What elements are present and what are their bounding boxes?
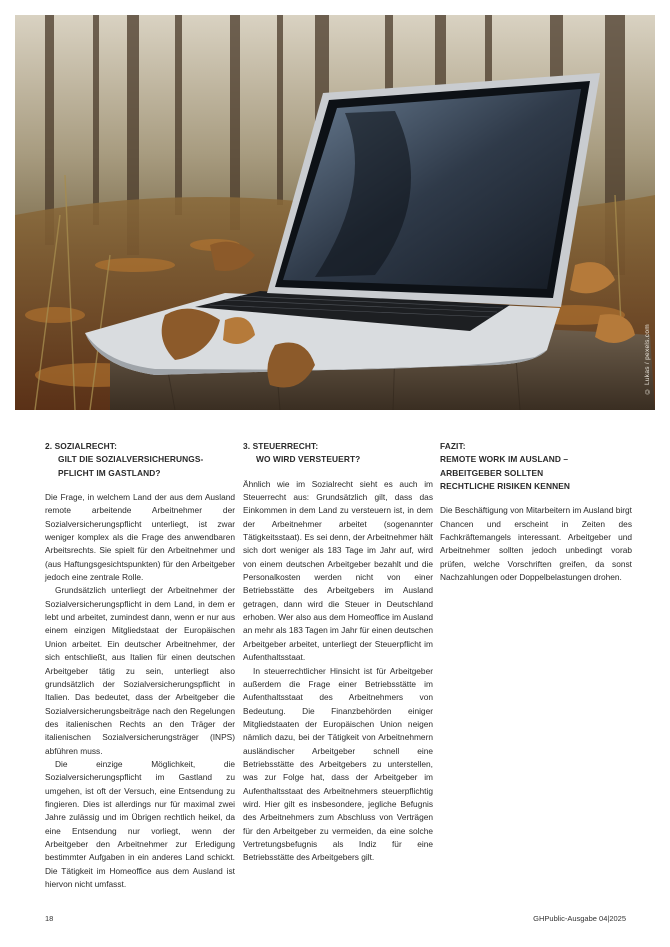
body-paragraph: Grundsätzlich unterliegt der Arbeitnehmer der Sozialversicherungspflicht in dem Land, in dem er lebt und arbeitet, zumindest dann, wenn er nur aus einem einzigen Mitgliedstaat der Europäischen Union arbeitet. Ein deutscher Arbeitnehmer, der sich entschließt, aus Italien für einen deutschen Arbeitgeber tätig zu sein, unterliegt also grundsätzlich der Sozialversicherungspflicht in Italien. Das bedeutet, dass der Arbeitgeber die Sozialversicherungsbeiträge nach den Regelungen des italienischen Rechts an den Träger der italienischen Sozialversicherungsträger (INPS) abführen muss. [45, 585, 235, 756]
section-heading: 3. STEUERRECHT: WO WIRD VERSTEUERT? [243, 441, 361, 465]
column-fazit [440, 440, 632, 584]
column-sozialrecht [45, 440, 235, 891]
section-heading: 2. SOZIALRECHT: GILT DIE SOZIALVERSICHERUNGS- PFLICHT IM GASTLAND? [45, 441, 204, 478]
section-heading: FAZIT: REMOTE WORK IM AUSLAND – ARBEITGEBER SOLLTEN RECHTLICHE RISIKEN KENNEN [440, 441, 570, 492]
body-paragraph: Ähnlich wie im Sozialrecht sieht es auch im Steuerrecht aus: Grundsätzlich gilt, dass das Einkommen in dem Land zu versteuern ist, in dem der Arbeitnehmer arbeitet (sogenannter Tätigkeitsstaat). Es sei denn, der Arbeitnehmer hält sich dort weniger als 183 Tage im Jahr auf, wird von einem deutschen Arbeitgeber bezahlt und die Personalkosten werden nicht von einer Betriebsstätte des Arbeitgebers im Ausland getragen, dann wird die Steuer in Deutschland erhoben. Wer also aus dem Homeoffice im Ausland an mehr als 183 Tagen im Jahr für einen deutschen Arbeitgeber arbeitet, unterliegt der Steuerpflicht im Aufenthaltsstaat. [243, 478, 434, 663]
body-paragraph: In steuerrechtlicher Hinsicht ist für Arbeitgeber außerdem die Frage einer Betriebsstätte im Aufenthaltsstaat des Arbeitnehmers von Bedeutung. Die Finanzbehörden einiger Mitgliedstaaten der Europäischen Union neigen nämlich dazu, bei der Tätigkeit von Arbeitnehmern ausländischer Arbeitgeber schnell eine Betriebsstätte des Arbeitgebers zu unterstellen, was zur Folge hat, dass der Arbeitgeber im Aufenthaltsstaat des Arbeitnehmers steuerpflichtig wird. Hier gilt es insbesondere, jegliche Befugnis des Arbeitnehmers zum Abschluss von Verträgen für den Arbeitgeber zu vermeiden, da eine solche Vertretungsbefugnis als Indiz für eine Betriebsstätte des Arbeitgebers gilt. [243, 665, 433, 863]
body-paragraph: Die Beschäftigung von Mitarbeitern im Ausland birgt Chancen und erscheint in Zeiten des Fachkräftemangels interessant. Arbeitgeber und Arbeitnehmer sollten jedoch unbedingt vorab prüfen, welche Vorschriften greifen, da sonst Nachzahlungen oder Doppelbelastungen drohen. [440, 505, 632, 583]
page-number: 18 [45, 914, 54, 923]
photo-credit: © Lukas / pexels.com [644, 323, 651, 394]
body-paragraph: Die einzige Möglichkeit, die Sozialversicherungspflicht im Gastland zu umgehen, ist oft der Versuch, eine Entsendung zu fingieren. Dies ist allerdings nur für maximal zwei Jahre zulässig und im Übrigen rechtlich heikel, da eine Entsendung nur vorliegt, wenn der Arbeitgeber den Arbeitnehmer zur Erledigung bestimmter Aufgaben in ein anderes Land schickt. Die Tätigkeit im Homeoffice aus dem Ausland ist hiervon nicht umfasst. [45, 758, 235, 889]
body-paragraph: Die Frage, in welchem Land der aus dem Ausland remote arbeitende Arbeitnehmer der Sozialversicherungspflicht unterliegt, ist zwar weniger komplex als die Frage des anwendbaren Arbeitsrechts. Sie spielt für den Arbeitnehmer und (aus Haftungsgesichtspunkten) für den Arbeitgeber jedoch eine zentrale Rolle. [45, 492, 235, 583]
issue-label: GHPublic-Ausgabe 04|2025 [533, 914, 626, 923]
column-steuerrecht [243, 440, 433, 865]
laptop-in-forest-photo [15, 15, 655, 410]
hero-photo [15, 15, 655, 410]
